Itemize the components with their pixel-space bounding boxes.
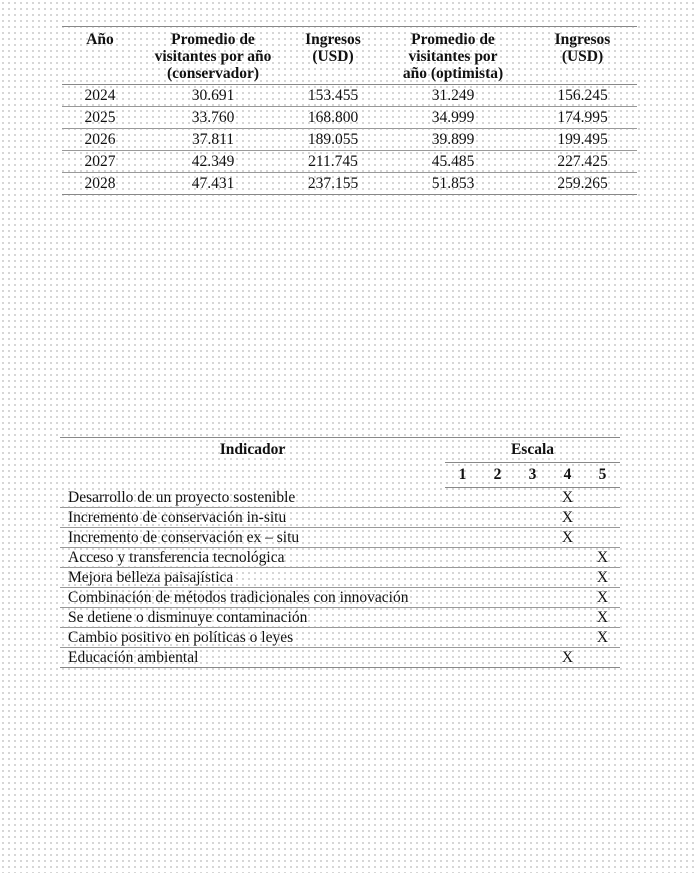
indicator-label: Combinación de métodos tradicionales con innovación <box>60 588 445 608</box>
indicator-label: Incremento de conservación ex – situ <box>60 528 445 548</box>
table-row <box>60 648 620 668</box>
scale-mark-2 <box>480 568 515 588</box>
cell-visitors-optimistic: 39.899 <box>378 129 528 151</box>
scale-value-1: 1 <box>445 463 480 488</box>
scale-mark-2 <box>480 528 515 548</box>
table-row <box>60 608 620 628</box>
table-row <box>60 628 620 648</box>
header-text: año (optimista) <box>402 65 504 82</box>
table-row <box>62 107 637 129</box>
scale-mark-2 <box>480 588 515 608</box>
scale-mark-5: X <box>585 588 620 608</box>
table-row <box>62 129 637 151</box>
cell-visitors-conservative: 42.349 <box>138 151 288 173</box>
scale-mark-2 <box>480 488 515 508</box>
scale-mark-4 <box>550 608 585 628</box>
table-row <box>62 173 637 195</box>
cell-revenue-conservative: 153.455 <box>288 85 378 107</box>
cell-revenue-conservative: 211.745 <box>288 151 378 173</box>
cell-revenue-conservative: 189.055 <box>288 129 378 151</box>
header-text: (conservador) <box>166 65 260 82</box>
indicator-label: Desarrollo de un proyecto sostenible <box>60 488 445 508</box>
scale-mark-5 <box>585 488 620 508</box>
cell-year: 2028 <box>62 173 138 195</box>
cell-revenue-optimistic: 259.265 <box>528 173 637 195</box>
scale-mark-5 <box>585 508 620 528</box>
header-text: Ingresos <box>554 31 611 48</box>
table-row <box>62 151 637 173</box>
cell-year: 2025 <box>62 107 138 129</box>
header-revenue-conservative <box>288 27 378 85</box>
header-text: visitantes por año <box>154 48 272 65</box>
indicator-label: Educación ambiental <box>60 648 445 668</box>
scale-value-5: 5 <box>585 463 620 488</box>
scale-mark-3 <box>515 648 550 668</box>
header-visitors-optimistic <box>378 27 528 85</box>
indicator-label: Incremento de conservación in-situ <box>60 508 445 528</box>
indicator-label: Mejora belleza paisajística <box>60 568 445 588</box>
scale-mark-3 <box>515 568 550 588</box>
cell-revenue-optimistic: 156.245 <box>528 85 637 107</box>
scale-value-3: 3 <box>515 463 550 488</box>
scale-mark-4: X <box>550 648 585 668</box>
indicator-label: Se detiene o disminuye contaminación <box>60 608 445 628</box>
scale-mark-1 <box>445 548 480 568</box>
cell-visitors-conservative: 47.431 <box>138 173 288 195</box>
cell-year: 2027 <box>62 151 138 173</box>
scale-mark-2 <box>480 608 515 628</box>
scale-mark-5 <box>585 528 620 548</box>
cell-year: 2024 <box>62 85 138 107</box>
scale-mark-2 <box>480 548 515 568</box>
scale-mark-2 <box>480 628 515 648</box>
visitors-revenue-table <box>62 26 637 195</box>
header-text: (USD) <box>561 48 604 65</box>
scale-mark-1 <box>445 568 480 588</box>
table-row <box>60 508 620 528</box>
scale-mark-5: X <box>585 608 620 628</box>
cell-revenue-optimistic: 199.495 <box>528 129 637 151</box>
header-text: (USD) <box>312 48 354 65</box>
header-text: visitantes por <box>408 48 498 65</box>
table-row <box>60 548 620 568</box>
header-text: Ingresos <box>305 31 361 48</box>
scale-mark-5 <box>585 648 620 668</box>
table-header-row <box>60 438 620 463</box>
header-text: Año <box>86 31 114 48</box>
cell-visitors-optimistic: 51.853 <box>378 173 528 195</box>
cell-revenue-conservative: 237.155 <box>288 173 378 195</box>
table-row <box>60 588 620 608</box>
scale-mark-1 <box>445 488 480 508</box>
cell-visitors-optimistic: 34.999 <box>378 107 528 129</box>
cell-visitors-optimistic: 31.249 <box>378 85 528 107</box>
scale-mark-1 <box>445 628 480 648</box>
table-header-row <box>62 27 637 85</box>
indicator-scale-table <box>60 437 620 668</box>
scale-mark-1 <box>445 648 480 668</box>
header-text: Promedio de <box>171 31 255 48</box>
scale-mark-5: X <box>585 568 620 588</box>
header-revenue-optimistic <box>528 27 637 85</box>
header-text: Promedio de <box>411 31 495 48</box>
header-indicator: Indicador <box>219 441 286 458</box>
header-visitors-conservative <box>138 27 288 85</box>
scale-mark-4 <box>550 548 585 568</box>
cell-visitors-conservative: 33.760 <box>138 107 288 129</box>
scale-mark-1 <box>445 588 480 608</box>
table-row <box>62 85 637 107</box>
cell-revenue-optimistic: 174.995 <box>528 107 637 129</box>
scale-mark-4: X <box>550 528 585 548</box>
scale-mark-4: X <box>550 508 585 528</box>
scale-mark-3 <box>515 628 550 648</box>
scale-mark-1 <box>445 528 480 548</box>
scale-mark-1 <box>445 508 480 528</box>
cell-visitors-optimistic: 45.485 <box>378 151 528 173</box>
scale-value-2: 2 <box>480 463 515 488</box>
scale-mark-4 <box>550 568 585 588</box>
scale-mark-2 <box>480 508 515 528</box>
cell-visitors-conservative: 37.811 <box>138 129 288 151</box>
scale-mark-2 <box>480 648 515 668</box>
indicator-label: Acceso y transferencia tecnológica <box>60 548 445 568</box>
scale-mark-3 <box>515 588 550 608</box>
scale-mark-5: X <box>585 548 620 568</box>
header-year <box>62 27 138 85</box>
cell-revenue-conservative: 168.800 <box>288 107 378 129</box>
cell-year: 2026 <box>62 129 138 151</box>
indicator-label: Cambio positivo en políticas o leyes <box>60 628 445 648</box>
scale-mark-4: X <box>550 488 585 508</box>
table-row <box>60 528 620 548</box>
scale-mark-3 <box>515 488 550 508</box>
table-row <box>60 568 620 588</box>
scale-mark-1 <box>445 608 480 628</box>
header-scale: Escala <box>510 441 555 458</box>
scale-mark-4 <box>550 588 585 608</box>
scale-mark-3 <box>515 548 550 568</box>
cell-revenue-optimistic: 227.425 <box>528 151 637 173</box>
scale-mark-4 <box>550 628 585 648</box>
scale-mark-3 <box>515 528 550 548</box>
scale-mark-3 <box>515 608 550 628</box>
scale-value-4: 4 <box>550 463 585 488</box>
table-row <box>60 488 620 508</box>
scale-mark-5: X <box>585 628 620 648</box>
cell-visitors-conservative: 30.691 <box>138 85 288 107</box>
scale-mark-3 <box>515 508 550 528</box>
